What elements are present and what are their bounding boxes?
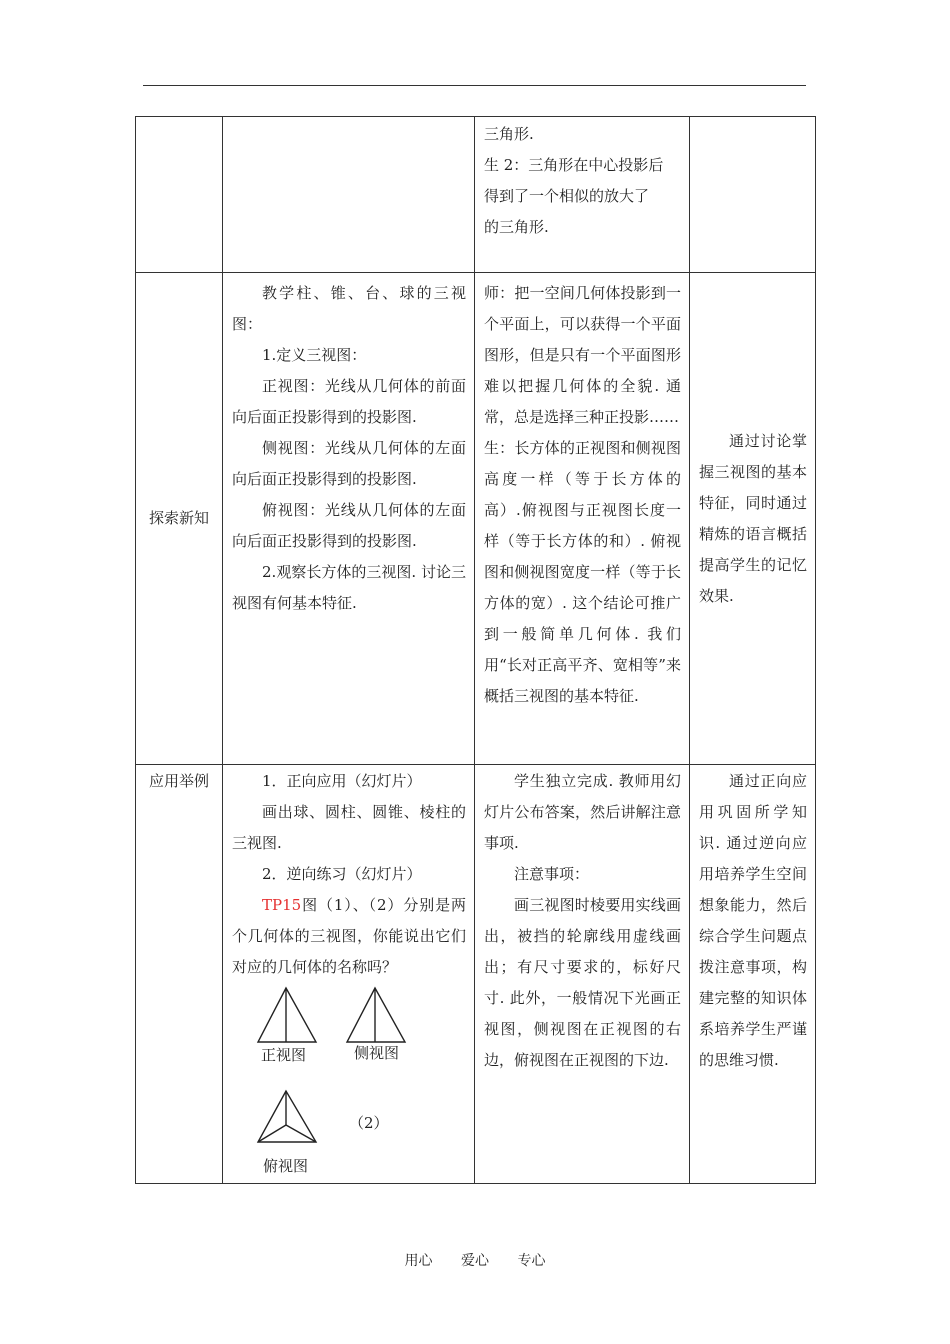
paragraph: 注意事项： bbox=[514, 865, 590, 883]
paragraph: 生：长方体的正视图和侧视图高度一样（等于长方体的高）.俯视图与正视图长度一样（等于长方体的和）. 俯视图和侧视图宽度一样（等于长方体的宽）. 这个结论可推广到一般简单几何体. 我们用“长对正高平齐、宽相等”来概括三视图的基本特征. bbox=[484, 439, 681, 705]
top-view-drawing bbox=[256, 1089, 320, 1147]
three-view-figures bbox=[223, 983, 474, 1183]
paragraph: 通过讨论掌握三视图的基本特征，同时通过精炼的语言概括提高学生的记忆效果. bbox=[699, 431, 807, 605]
page-footer bbox=[0, 1250, 950, 1270]
front-view-drawing bbox=[256, 986, 320, 1046]
paragraph: 1．正向应用（幻灯片） bbox=[262, 772, 422, 790]
paragraph: 2.观察长方体的三视图. 讨论三视图有何基本特征. bbox=[232, 563, 466, 612]
paragraph: 2．逆向练习（幻灯片） bbox=[262, 865, 422, 883]
header-rule bbox=[143, 85, 806, 86]
front-view-caption: 正视图 bbox=[261, 1046, 307, 1064]
paragraph: 画出球、圆柱、圆锥、棱柱的三视图. bbox=[232, 803, 466, 852]
row3-label-cell bbox=[136, 765, 223, 1184]
side-view-caption: 侧视图 bbox=[354, 1044, 400, 1062]
paragraph bbox=[232, 890, 466, 983]
top-view-caption: 俯视图 bbox=[263, 1157, 309, 1175]
table-row bbox=[136, 765, 816, 1184]
textbook-reference: TP15 bbox=[262, 896, 302, 914]
row2-dialogue-cell bbox=[475, 273, 690, 765]
paragraph: 画三视图时棱要用实线画出，被挡的轮廓线用虚线画出；有尺寸要求的，标好尺寸. 此外，一般情况下光画正视图，侧视图在正视图的右边，俯视图在正视图的下边. bbox=[484, 896, 681, 1069]
paragraph: 师：把一空间几何体投影到一个平面上，可以获得一个平面图形，但是只有一个平面图形难以把握几何体的全貌. 通常，总是选择三种正投影…… bbox=[484, 284, 681, 426]
row1-line: 的三角形. bbox=[484, 218, 549, 236]
paragraph: 俯视图：光线从几何体的左面向后面正投影得到的投影图. bbox=[232, 501, 466, 550]
side-view-drawing bbox=[345, 986, 409, 1046]
paragraph: 教学柱、锥、台、球的三视图： bbox=[232, 284, 466, 333]
row1-label-cell bbox=[136, 117, 223, 273]
question-text: 图（1）、（2）分别是两个几何体的三视图，你能说出它们对应的几何体的名称吗？ bbox=[232, 896, 466, 976]
footer-word: 用心 bbox=[404, 1253, 433, 1269]
row-label: 应用举例 bbox=[148, 772, 209, 790]
footer-word: 爱心 bbox=[461, 1253, 489, 1269]
row2-purpose-cell bbox=[690, 273, 816, 765]
paragraph: 通过正向应用巩固所学知识. 通过逆向应用培养学生空间想象能力，然后综合学生问题点拨注意事项，构建完整的知识体系培养学生严谨的思维习惯. bbox=[699, 772, 807, 1069]
footer-word: 专心 bbox=[517, 1253, 546, 1269]
paragraph: 正视图：光线从几何体的前面向后面正投影得到的投影图. bbox=[232, 377, 466, 426]
table-row bbox=[136, 117, 816, 273]
table-row bbox=[136, 273, 816, 765]
row1-dialogue-cell bbox=[475, 117, 690, 273]
paragraph: 1.定义三视图： bbox=[262, 346, 367, 364]
row2-content-cell bbox=[223, 273, 475, 765]
lesson-table bbox=[135, 116, 816, 1184]
row1-content-cell bbox=[223, 117, 475, 273]
paragraph: 侧视图：光线从几何体的左面向后面正投影得到的投影图. bbox=[232, 439, 466, 488]
row1-purpose-cell bbox=[690, 117, 816, 273]
figure-number: （2） bbox=[349, 1114, 389, 1132]
row3-purpose-cell bbox=[690, 765, 816, 1184]
paragraph: 学生独立完成. 教师用幻灯片公布答案，然后讲解注意事项. bbox=[484, 772, 681, 852]
row2-label-cell bbox=[136, 273, 223, 765]
row3-content-cell bbox=[223, 765, 475, 1184]
row3-dialogue-cell bbox=[475, 765, 690, 1184]
row1-line: 得到了一个相似的放大了 bbox=[484, 187, 650, 205]
row1-line: 生 2：三角形在中心投影后 bbox=[484, 156, 664, 174]
row-label: 探索新知 bbox=[148, 509, 209, 527]
row1-line: 三角形. bbox=[484, 125, 534, 143]
